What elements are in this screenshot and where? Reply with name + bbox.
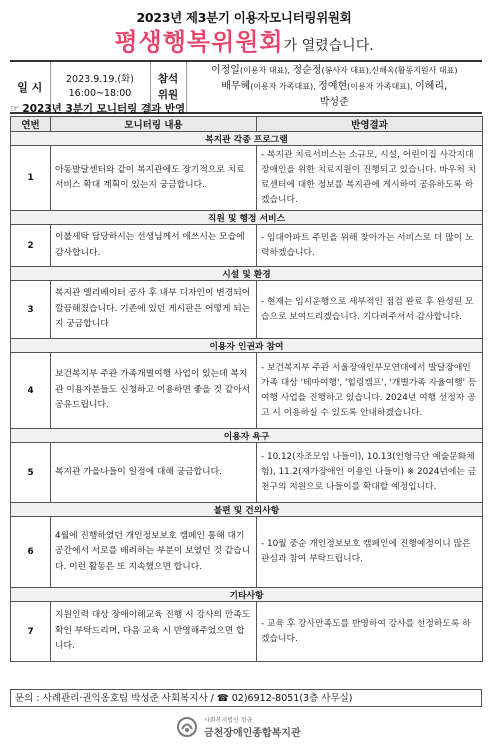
attendee-note: (봉사자 대표),신해옥(활동지원사 대표) — [321, 66, 458, 75]
result-text: - 복지관 치료서비스는 소규모, 시설, 어린이집 사각지대 장애인을 위한 치료지원이 진행되고 있습니다. 바우처 치료센터에 대한 정보를 복지관에 게시하여 공유하도록 하겠습니다. — [257, 146, 483, 211]
attendee-note: (이용자 가족대표), — [347, 82, 416, 91]
table-row — [11, 281, 483, 339]
attendee-name: 이정일 — [210, 65, 240, 76]
logo-name: 금천장애인종합복지관 — [204, 728, 301, 739]
table-row — [11, 146, 483, 211]
organization-logo — [176, 714, 316, 740]
attendees-label: 참석 위원 — [150, 61, 186, 113]
result-text: - 현재는 임시운행으로 세부적인 점검 완료 후 완성된 모습으로 보여드리겠습니다. 기다려주셔서 감사합니다. — [257, 281, 483, 339]
category-heading: 불편 및 건의사항 — [11, 503, 483, 517]
page-headline — [0, 22, 488, 57]
row-number: 6 — [11, 517, 51, 588]
row-number: 4 — [11, 353, 51, 429]
hand-pointing-icon: ☞ — [10, 103, 20, 115]
section-title: 2023년 3분기 모니터링 결과 반영 — [22, 103, 186, 115]
attendee-note: (이용자 가족대표), — [250, 82, 319, 91]
page-title: 2023년 제3분기 이용자모니터링위원회 — [136, 10, 352, 25]
logo-subtitle: 사회복지법인 정금 — [204, 717, 253, 724]
result-text: - 보건복지부 주관 서울장애인부모연대에서 발달장애인가족 대상 '테마여행', '힐링캠프', '개별가족 자율여행' 등 여행 사업을 진행하고 있습니다. 2024년 여행 선정자 공고 시 이용하실 수 있도록 안내하겠습니다. — [257, 353, 483, 429]
attendees-list — [186, 61, 482, 113]
row-number: 2 — [11, 225, 51, 267]
monitoring-content: 복지관 엘리베이터 공사 후 내부 디자인이 변경되어 깔끔해졌습니다. 기존에 있던 게시판은 어떻게 되는지 궁금합니다 — [51, 281, 257, 339]
monitoring-content: 4월에 진행하였던 개인정보보호 캠페인 통해 대기 공간에서 서로를 배려하는 부분이 보였던 것 같습니다. 이런 활동은 또 지속했으면 합니다. — [51, 517, 257, 588]
category-heading: 이용자 욕구 — [11, 429, 483, 443]
attendee-name: 이혜리, — [415, 81, 448, 92]
table-row — [11, 602, 483, 662]
column-header-result: 반영결과 — [257, 117, 483, 132]
table-row — [11, 225, 483, 267]
category-heading: 시설 및 환경 — [11, 267, 483, 281]
meeting-time: 16:00~18:00 — [68, 88, 132, 99]
monitoring-content: 아동발달센터와 같이 복지관에도 장기적으로 치료서비스 확대 계획이 있는지 궁금합니다. — [51, 146, 257, 211]
category-heading: 직원 및 행정 서비스 — [11, 211, 483, 225]
row-number: 3 — [11, 281, 51, 339]
table-row — [11, 443, 483, 503]
contact-footer: 문의 : 사례관리·권익옹호팀 박성준 사회복지사 / ☎ 02)6912-8051(3층 사무실) — [10, 689, 482, 707]
welfare-center-logo-icon — [176, 716, 198, 738]
section-heading — [10, 101, 185, 116]
attendee-name: 정순정 — [292, 65, 322, 76]
meeting-date: 2023.9.19.(화) — [66, 74, 134, 85]
attendee-note: (이용자 대표), — [239, 66, 293, 75]
table-row — [11, 517, 483, 588]
date-label: 일 시 — [10, 61, 50, 113]
category-heading: 이용자 인권과 참여 — [11, 339, 483, 353]
result-text: - 10월 중순 개인정보보호 캠페인에 진행예정이니 많은 관심과 참여 부탁드립니다. — [257, 517, 483, 588]
column-header-number: 연번 — [11, 117, 51, 132]
monitoring-content: 복지관 가을나들이 일정에 대해 궁금합니다. — [51, 443, 257, 503]
category-heading: 복지관 각종 프로그램 — [11, 132, 483, 146]
result-text: - 임대아파트 주민을 위해 찾아가는 서비스로 더 많이 노력하겠습니다. — [257, 225, 483, 267]
monitoring-content: 지원인력 대상 장애이해교육 진행 시 강사의 만족도 확인 부탁드리며, 다음 교육 시 반영해주었으면 합니다. — [51, 602, 257, 662]
table-row — [11, 353, 483, 429]
monitoring-content: 보건복지부 주관 가족개별여행 사업이 있는데 복지관 이용자분들도 신청하고 이용하면 좋을 것 같아서 공유드립니다. — [51, 353, 257, 429]
headline-suffix: 가 열렸습니다. — [283, 38, 374, 54]
row-number: 7 — [11, 602, 51, 662]
row-number: 1 — [11, 146, 51, 211]
result-text: - 10.12(자조모임 나들이), 10.13(인형극단 예술문화체험), 11.2(재가장애인 이용인 나들이) ※ 2024년에는 금천구의 지원으로 나들이를 확대할 예정입니다. — [257, 443, 483, 503]
column-header-content: 모니터링 내용 — [51, 117, 257, 132]
monitoring-content: 이불세탁 담당하시는 선생님께서 애쓰시는 모습에 감사합니다. — [51, 225, 257, 267]
row-number: 5 — [11, 443, 51, 503]
monitoring-results-table — [10, 116, 483, 662]
category-heading: 기타사항 — [11, 588, 483, 602]
attendee-name: 배무혜 — [221, 81, 251, 92]
attendee-name: 박성준 — [319, 97, 349, 108]
committee-name: 평생행복위원회 — [114, 28, 284, 56]
attendee-name: 정예현 — [318, 81, 348, 92]
result-text: - 교육 후 강사만족도를 반영하여 강사를 선정하도록 하겠습니다. — [257, 602, 483, 662]
